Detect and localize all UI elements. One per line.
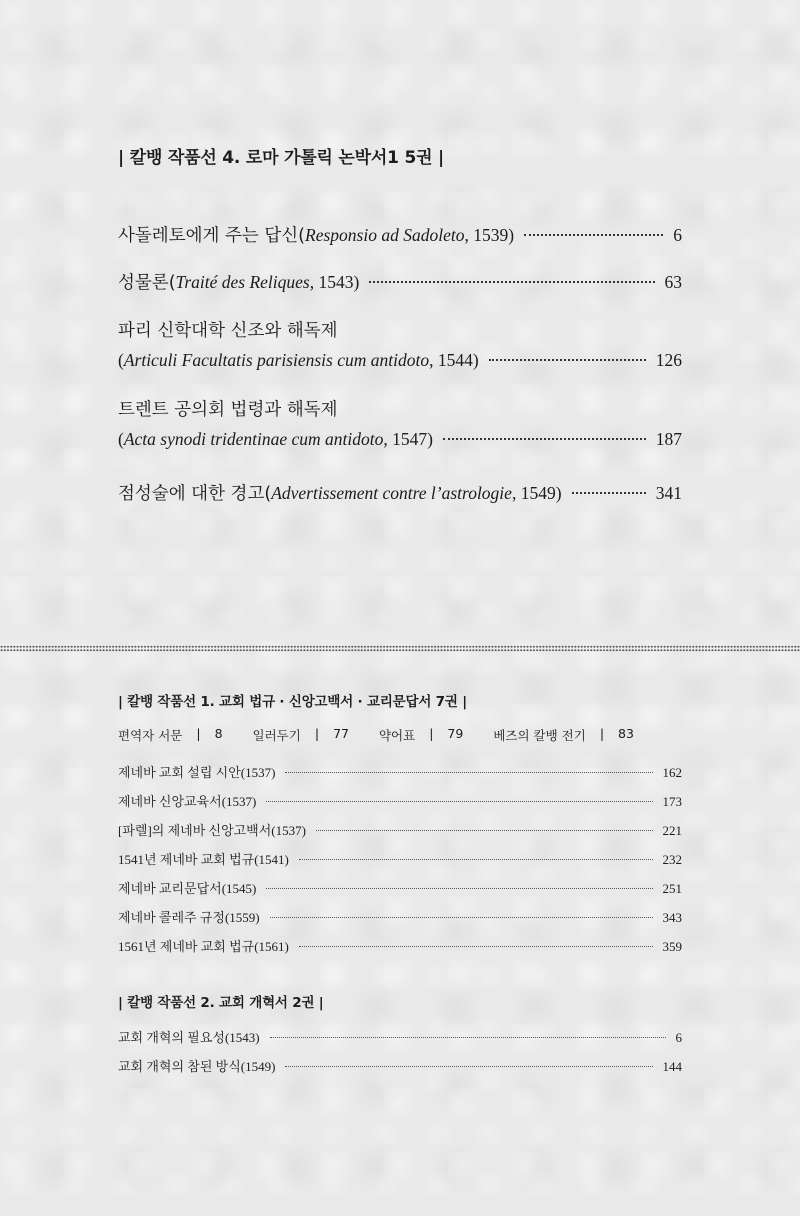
entry-title-tail: , 1539) bbox=[464, 225, 515, 245]
entry-title-tail: , 1543) bbox=[309, 272, 360, 292]
entry-page: 232 bbox=[662, 852, 682, 867]
toc-entry[interactable] bbox=[118, 1027, 682, 1046]
entry-page: 126 bbox=[655, 350, 682, 370]
dot-leader bbox=[266, 801, 652, 802]
entry-title-ko: 사돌레토에게 주는 답신( bbox=[118, 226, 306, 246]
entry-title: 제네바 교리문답서(1545) bbox=[118, 881, 257, 896]
dot-leader bbox=[266, 888, 652, 889]
entry-title-ko: 파리 신학대학 신조와 해독제 bbox=[118, 321, 338, 341]
toc-entry[interactable] bbox=[118, 878, 682, 897]
entry-title-latin: Responsio ad Sadoleto bbox=[305, 225, 465, 245]
front-matter-label: 편역자 서문 bbox=[118, 728, 183, 743]
toc-entry[interactable] bbox=[118, 762, 682, 781]
volume1-title: | 칼뱅 작품선 1. 교회 법규 · 신앙고백서 · 교리문답서 7권 | bbox=[118, 694, 467, 710]
entry-page: 162 bbox=[662, 765, 682, 780]
toc-entry[interactable] bbox=[118, 791, 682, 810]
toc-entry[interactable] bbox=[118, 936, 682, 955]
front-matter-label: 약어표 bbox=[378, 728, 416, 743]
entry-title: 제네바 교회 설립 시안(1537) bbox=[118, 765, 276, 780]
toc-entry[interactable] bbox=[118, 849, 682, 868]
front-matter-separator: | bbox=[429, 726, 434, 741]
front-matter-item[interactable] bbox=[379, 726, 463, 744]
entry-open-paren: ( bbox=[118, 429, 124, 449]
toc-entry[interactable] bbox=[118, 907, 682, 926]
front-matter-item[interactable] bbox=[118, 726, 223, 744]
entry-title-latin: Acta synodi tridentinae cum antidoto bbox=[123, 429, 384, 449]
section-divider bbox=[0, 645, 800, 652]
front-matter-separator: | bbox=[196, 726, 201, 741]
entry-page: 343 bbox=[662, 910, 682, 925]
entry-title: 제네바 콜레주 규정(1559) bbox=[118, 910, 260, 925]
entry-title: 제네바 신앙교육서(1537) bbox=[118, 794, 257, 809]
entry-title-latin: Advertissement contre l’astrologie bbox=[271, 483, 512, 503]
entry-page: 221 bbox=[662, 823, 682, 838]
entry-page: 6 bbox=[675, 1030, 682, 1045]
toc-entry[interactable] bbox=[118, 269, 682, 294]
entry-title: 교회 개혁의 필요성(1543) bbox=[118, 1030, 260, 1045]
entry-title-tail: , 1547) bbox=[383, 429, 433, 449]
toc-entry[interactable] bbox=[118, 480, 682, 505]
front-matter-separator: | bbox=[314, 726, 320, 741]
entry-title-latin: Traité des Reliques bbox=[175, 272, 310, 292]
entry-title-ko: 점성술에 대한 경고( bbox=[118, 484, 272, 504]
entry-title: 1541년 제네바 교회 법규(1541) bbox=[118, 852, 289, 867]
entry-page: 359 bbox=[662, 939, 682, 954]
volume4-title: | 칼뱅 작품선 4. 로마 가톨릭 논박서1 5권 | bbox=[118, 148, 445, 168]
dot-leader bbox=[572, 492, 646, 494]
front-matter-page: 83 bbox=[618, 726, 634, 741]
entry-title: [파렐]의 제네바 신앙고백서(1537) bbox=[118, 823, 306, 838]
toc-entry[interactable] bbox=[118, 820, 682, 839]
entry-page: 341 bbox=[655, 483, 682, 503]
front-matter-item[interactable] bbox=[493, 726, 634, 744]
entry-title-tail: , 1544) bbox=[429, 350, 479, 370]
dot-leader bbox=[270, 1037, 666, 1038]
front-matter-separator: | bbox=[599, 726, 605, 741]
toc-entry[interactable] bbox=[118, 222, 682, 247]
front-matter-list bbox=[118, 726, 664, 744]
front-matter-label: 일러두기 bbox=[252, 728, 301, 743]
front-matter-item[interactable] bbox=[253, 726, 349, 744]
entry-title-tail: , 1549) bbox=[511, 483, 562, 503]
entry-title: 교회 개혁의 참된 방식(1549) bbox=[118, 1059, 276, 1074]
dot-leader bbox=[285, 1066, 652, 1067]
dot-leader bbox=[285, 772, 652, 773]
entry-page: 63 bbox=[664, 272, 682, 292]
entry-title-ko: 성물론( bbox=[118, 273, 176, 293]
dot-leader bbox=[270, 917, 653, 918]
front-matter-page: 77 bbox=[333, 726, 349, 741]
dot-leader bbox=[299, 946, 653, 947]
toc-entry[interactable] bbox=[118, 429, 682, 450]
dot-leader bbox=[369, 281, 654, 283]
entry-page: 187 bbox=[655, 429, 682, 449]
entry-page: 6 bbox=[673, 225, 682, 245]
entry-title-ko: 트렌트 공의회 법령과 해독제 bbox=[118, 400, 338, 420]
entry-title: 1561년 제네바 교회 법규(1561) bbox=[118, 939, 289, 954]
front-matter-label: 베즈의 칼뱅 전기 bbox=[493, 728, 586, 743]
entry-title-latin: Articuli Facultatis parisiensis cum antidoto bbox=[123, 350, 430, 370]
dot-leader bbox=[443, 438, 646, 440]
entry-open-paren: ( bbox=[118, 350, 124, 370]
volume2-title: | 칼뱅 작품선 2. 교회 개혁서 2권 | bbox=[118, 995, 324, 1011]
dot-leader bbox=[489, 359, 646, 361]
dot-leader bbox=[524, 234, 663, 236]
toc-entry[interactable] bbox=[118, 1056, 682, 1075]
entry-page: 173 bbox=[662, 794, 682, 809]
toc-entry[interactable] bbox=[118, 350, 682, 371]
entry-page: 144 bbox=[662, 1059, 682, 1074]
front-matter-page: 79 bbox=[447, 726, 464, 741]
dot-leader bbox=[316, 830, 653, 831]
dot-leader bbox=[299, 859, 653, 860]
front-matter-page: 8 bbox=[214, 726, 223, 741]
entry-page: 251 bbox=[662, 881, 682, 896]
